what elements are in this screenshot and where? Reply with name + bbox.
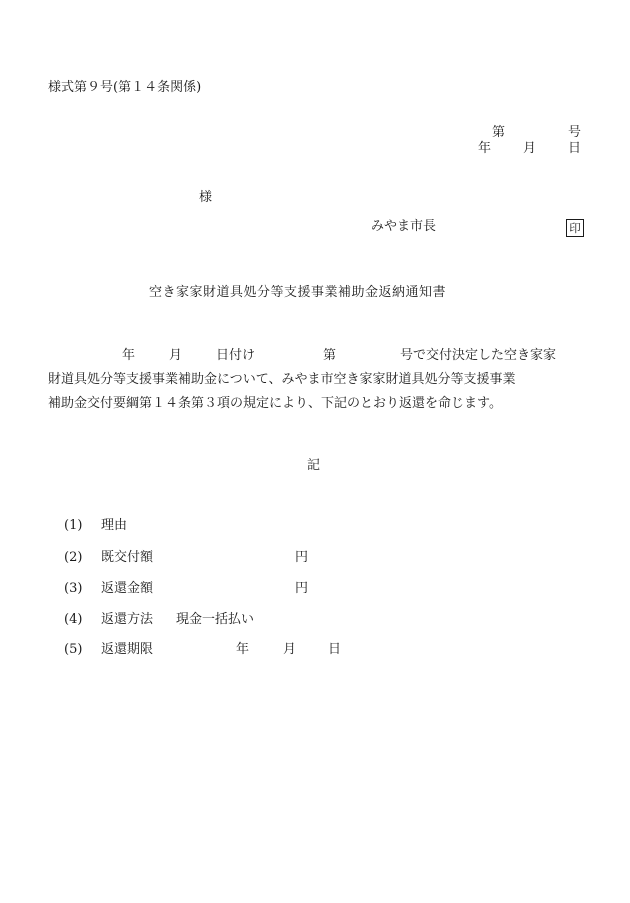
date-year: 年 (478, 141, 492, 156)
doc-number-dai: 第 (492, 125, 506, 140)
document-title: 空き家家財道具処分等支援事業補助金返納通知書 (149, 285, 447, 300)
item-label: 返還期限 (101, 642, 154, 657)
body-line1-dai: 第 (323, 348, 337, 363)
body-line1-dayduke: 日付け (216, 348, 256, 363)
doc-number-go: 号 (568, 125, 582, 140)
item-number: (5) (64, 642, 83, 657)
item-number: (3) (64, 581, 83, 596)
deadline-day: 日 (328, 642, 342, 657)
recipient-suffix: 様 (199, 190, 213, 205)
item-label: 既交付額 (101, 550, 154, 565)
seal-mark: 印 (566, 219, 584, 237)
item-label: 返還方法 (101, 612, 154, 627)
item-unit: 円 (295, 581, 309, 596)
item-label: 理由 (101, 518, 128, 533)
ki-heading: 記 (307, 458, 321, 473)
body-line1-rest: 号で交付決定した空き家家 (400, 348, 557, 363)
date-month: 月 (523, 141, 537, 156)
item-number: (1) (64, 518, 83, 533)
body-line1-month: 月 (169, 348, 183, 363)
item-unit: 円 (295, 550, 309, 565)
body-line1-year: 年 (122, 348, 136, 363)
item-value: 現金一括払い (176, 612, 255, 627)
item-label: 返還金額 (101, 581, 154, 596)
item-number: (2) (64, 550, 83, 565)
form-number: 様式第９号(第１４条関係) (48, 80, 202, 95)
issuer-name: みやま市長 (371, 219, 437, 234)
deadline-year: 年 (236, 642, 250, 657)
deadline-month: 月 (283, 642, 297, 657)
body-line3: 補助金交付要綱第１４条第３項の規定により、下記のとおり返還を命じます。 (48, 396, 502, 411)
item-number: (4) (64, 612, 83, 627)
date-day: 日 (568, 141, 582, 156)
body-line2: 財道具処分等支援事業補助金について、みやま市空き家家財道具処分等支援事業 (48, 372, 516, 387)
